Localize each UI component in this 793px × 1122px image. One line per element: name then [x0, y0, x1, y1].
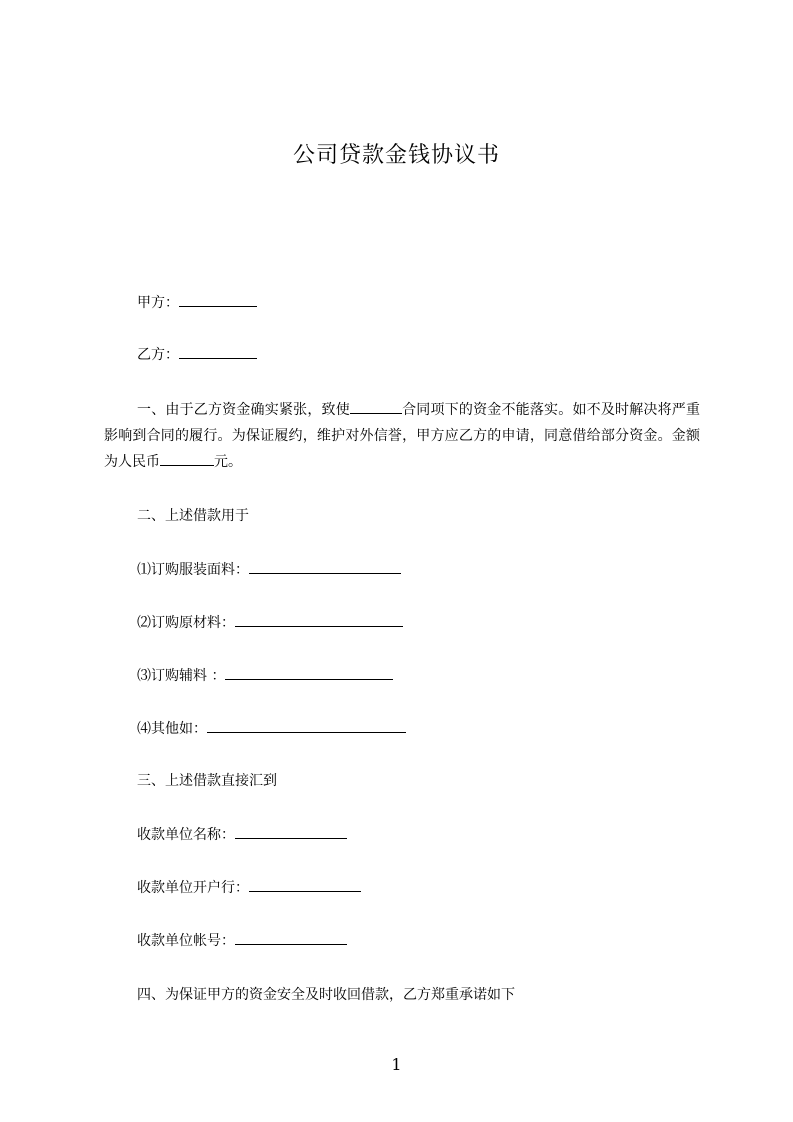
clause-2-heading: 二、上述借款用于 — [137, 508, 249, 524]
payee-name-line — [137, 824, 347, 845]
clause-1-text-start: 一、由于乙方资金确实紧张，致使 — [137, 402, 350, 418]
clause-1-amount-blank[interactable] — [160, 451, 214, 466]
payee-bank-label: 收款单位开户行： — [137, 880, 249, 896]
party-a-line — [137, 292, 257, 313]
use-item-accessories — [137, 665, 393, 686]
use-item-raw-materials — [137, 612, 403, 633]
clause-1-contract-blank[interactable] — [350, 399, 402, 414]
use-item-fabric — [137, 559, 401, 580]
clause-1-paragraph — [104, 397, 700, 475]
clause-4-heading: 四、为保证甲方的资金安全及时收回借款，乙方郑重承诺如下 — [137, 987, 515, 1003]
clause-3-heading: 三、上述借款直接汇到 — [137, 773, 277, 789]
party-a-label: 甲方： — [137, 295, 179, 311]
payee-name-blank[interactable] — [235, 824, 347, 839]
clause-1-text-end: 元。 — [214, 454, 242, 470]
use-item-other — [137, 718, 406, 739]
payee-bank-blank[interactable] — [249, 877, 361, 892]
payee-account-blank[interactable] — [235, 930, 347, 945]
document-title: 公司贷款金钱协议书 — [292, 143, 500, 168]
use-item-blank[interactable] — [225, 665, 393, 680]
clause-1-text-middle: 合同项下的资金不能落实。如不及时解决将严重影响到合同的履行。为保证履约，维护对外信誉，甲方应乙方的申请，同意借给部分资金。金额为人民币 — [104, 402, 701, 470]
use-item-label: ⑴订购服装面料： — [137, 562, 249, 578]
party-b-label: 乙方： — [137, 347, 179, 363]
use-item-blank[interactable] — [207, 718, 406, 733]
use-item-blank[interactable] — [249, 559, 401, 574]
payee-name-label: 收款单位名称： — [137, 827, 235, 843]
payee-bank-line — [137, 877, 361, 898]
page-number: 1 — [391, 1055, 402, 1074]
use-item-label: ⑷其他如： — [137, 721, 207, 737]
use-item-blank[interactable] — [235, 612, 403, 627]
use-item-label: ⑵订购原材料： — [137, 615, 235, 631]
payee-account-line — [137, 930, 347, 951]
party-a-blank[interactable] — [179, 292, 257, 307]
party-b-line — [137, 344, 257, 365]
payee-account-label: 收款单位帐号： — [137, 933, 235, 949]
use-item-label: ⑶订购辅料 ： — [137, 668, 226, 684]
party-b-blank[interactable] — [179, 344, 257, 359]
